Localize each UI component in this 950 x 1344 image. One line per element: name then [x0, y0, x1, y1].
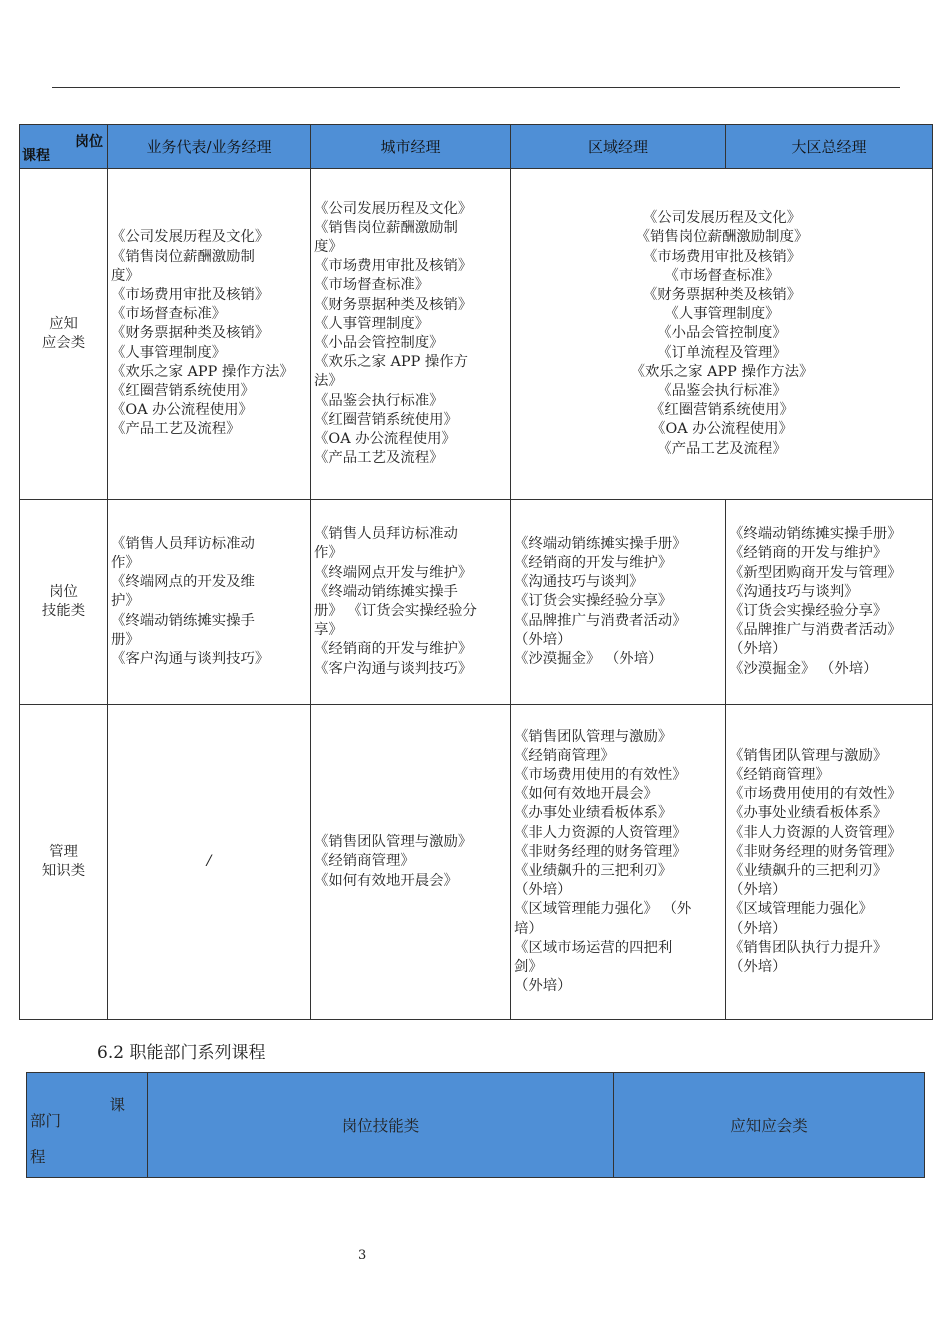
course-item: 《经销商管理》: [314, 853, 415, 870]
course-item: 《公司发展历程及文化》: [314, 200, 473, 217]
course-item: 《办事处业绩看板体系》: [514, 805, 673, 822]
corner-label-course-a: 课: [109, 1096, 125, 1114]
course-item: 《销售团队管理与激励》: [729, 747, 888, 764]
course-item: 《办事处业绩看板体系》: [729, 805, 888, 822]
course-item: 《人事管理制度》: [664, 306, 780, 323]
corner-header: [20, 125, 108, 169]
course-item: 《市场督查标准》: [111, 306, 227, 323]
course-item: 《品牌推广与消费者活动》: [729, 622, 902, 639]
course-item: 《红圈营销系统使用》: [650, 402, 794, 419]
course-item: 《OA 办公流程使用》: [651, 421, 793, 438]
course-item: 《终端动销练摊实操手: [111, 612, 255, 629]
category-line: 应知: [49, 315, 78, 332]
course-item: （外培）: [729, 959, 787, 976]
course-item: 度》: [111, 267, 140, 284]
course-item: 《市场督查标准》: [664, 267, 780, 284]
category-line: 知识类: [41, 863, 86, 879]
course-list-sales-rep: [108, 500, 311, 705]
course-item: 《沙漠掘金》 （外培）: [729, 660, 878, 677]
header-rule: [52, 87, 900, 88]
page-number: 3: [358, 1248, 367, 1263]
header-district-gm: 大区总经理: [726, 125, 933, 169]
course-item: 《销售团队执行力提升》: [729, 939, 888, 956]
course-item: 《市场费用审批及核销》: [642, 248, 802, 265]
course-item: 《小品会管控制度》: [314, 335, 444, 351]
course-list-city-manager: [311, 169, 511, 500]
course-item: 《经销商的开发与维护》: [314, 641, 473, 658]
course-item: 《公司发展历程及文化》: [642, 210, 802, 227]
category-line: 管理: [49, 843, 78, 860]
course-item: 《产品工艺及流程》: [657, 440, 787, 457]
course-item: 《销售岗位薪酬激励制: [314, 219, 458, 236]
corner-header: [27, 1073, 148, 1178]
course-item: 《财务票据种类及核销》: [314, 296, 473, 313]
course-item: 《OA 办公流程使用》: [314, 431, 456, 448]
course-item: 《欢乐之家 APP 操作方法》: [111, 363, 294, 380]
course-item: 《销售人员拜访标准动: [314, 526, 458, 543]
course-item: 《订货会实操经验分享》: [729, 603, 888, 619]
course-list-district-gm: [726, 500, 933, 705]
course-item: 《市场费用使用的有效性》: [729, 786, 902, 803]
course-item: 培）: [514, 920, 543, 937]
course-item: （外培）: [729, 920, 787, 937]
course-table-departments: [26, 1072, 925, 1178]
category-line: 技能类: [41, 603, 86, 619]
course-item: 《经销商的开发与维护》: [514, 554, 673, 571]
course-item: 《业绩飙升的三把利刃》: [514, 863, 673, 879]
course-item: （外培）: [514, 631, 572, 648]
course-item: 《经销商管理》: [514, 747, 615, 764]
course-item: 《市场督查标准》: [314, 277, 430, 294]
course-item: 《订单流程及管理》: [657, 344, 787, 361]
course-item: 《产品工艺及流程》: [314, 450, 444, 467]
course-item: 《销售人员拜访标准动: [111, 535, 255, 552]
course-item: 《终端动销练摊实操手: [314, 583, 458, 600]
course-list-regional-district: [511, 169, 933, 500]
category-skills: [20, 500, 108, 705]
course-item: 《品牌推广与消费者活动》: [514, 612, 687, 629]
header-sales-rep: 业务代表/业务经理: [108, 125, 311, 169]
course-item: 《销售团队管理与激励》: [314, 834, 473, 851]
course-item: 《欢乐之家 APP 操作方法》: [630, 363, 814, 380]
course-item: 法》: [314, 373, 343, 390]
header-knowledge: 应知应会类: [614, 1073, 925, 1178]
course-list-city-manager: [311, 705, 511, 1020]
course-item: 《终端动销练摊实操手册》: [514, 535, 687, 552]
course-item: 《欢乐之家 APP 操作方: [314, 354, 469, 371]
course-item: 《小品会管控制度》: [657, 325, 787, 342]
course-item: 剑》: [514, 959, 543, 976]
header-row: [27, 1073, 925, 1178]
header-city-manager: 城市经理: [311, 125, 511, 169]
course-list-district-gm: [726, 705, 933, 1020]
course-item: 《销售岗位薪酬激励制度》: [635, 229, 809, 246]
course-item: 《业绩飙升的三把利刃》: [729, 863, 888, 879]
category-line: 应会类: [41, 335, 86, 351]
row-management: [20, 705, 933, 1020]
course-list-regional-manager: [511, 705, 726, 1020]
course-item: 《非财务经理的财务管理》: [514, 843, 687, 860]
corner-label-course: 课程: [22, 148, 50, 164]
course-item: 度》: [314, 238, 343, 255]
course-item: 《沟通技巧与谈判》: [514, 574, 644, 591]
not-applicable-mark: /: [108, 705, 311, 1020]
course-item: 《品鉴会执行标准》: [657, 383, 787, 399]
header-row: [20, 125, 933, 169]
course-item: 《新型团购商开发与管理》: [729, 564, 902, 581]
row-skills: [20, 500, 933, 705]
category-line: 岗位: [49, 583, 78, 600]
course-item: 作》: [111, 554, 140, 571]
course-table-sales: [19, 124, 933, 1020]
course-item: 《非财务经理的财务管理》: [729, 843, 902, 860]
course-item: 《如何有效地开晨会》: [514, 786, 658, 803]
course-item: 《市场费用审批及核销》: [111, 286, 270, 303]
course-item: 《人事管理制度》: [314, 315, 430, 332]
course-item: 《经销商管理》: [729, 766, 830, 783]
course-item: 《订货会实操经验分享》: [514, 593, 673, 610]
course-item: 《人事管理制度》: [111, 344, 227, 361]
category-management: [20, 705, 108, 1020]
course-item: （外培）: [729, 641, 787, 658]
course-item: 《市场费用使用的有效性》: [514, 766, 687, 783]
course-item: 《产品工艺及流程》: [111, 421, 241, 438]
course-item: 《OA 办公流程使用》: [111, 402, 253, 419]
course-item: 《销售岗位薪酬激励制: [111, 248, 255, 265]
course-item: 《非人力资源的人资管理》: [514, 824, 687, 841]
header-skills: 岗位技能类: [148, 1073, 614, 1178]
course-item: 作》: [314, 545, 343, 562]
course-item: 《区域管理能力强化》 （外: [514, 901, 692, 918]
course-item: （外培）: [514, 978, 572, 995]
row-knowledge: [20, 169, 933, 500]
corner-label-position: 岗位: [75, 134, 103, 150]
course-item: 《客户沟通与谈判技巧》: [314, 660, 473, 677]
course-item: 《沟通技巧与谈判》: [729, 583, 859, 600]
course-item: 册》: [111, 631, 140, 648]
course-item: 《红圈营销系统使用》: [111, 383, 255, 399]
course-item: 册》 《订货会实操经验分: [314, 603, 477, 619]
course-item: （外培）: [729, 882, 787, 899]
course-item: 《沙漠掘金》 （外培）: [514, 651, 663, 667]
course-item: 《品鉴会执行标准》: [314, 392, 444, 409]
section-title: 6.2 职能部门系列课程: [97, 1043, 266, 1063]
corner-label-department: 部门: [30, 1112, 62, 1130]
course-item: 《区域管理能力强化》: [729, 901, 873, 918]
course-list-regional-manager: [511, 500, 726, 705]
course-item: 享》: [314, 622, 343, 639]
course-item: 护》: [111, 593, 140, 610]
course-item: 《经销商的开发与维护》: [729, 545, 888, 562]
course-list-city-manager: [311, 500, 511, 705]
course-item: （外培）: [514, 882, 572, 899]
course-item: 《客户沟通与谈判技巧》: [111, 651, 270, 667]
course-item: 《公司发展历程及文化》: [111, 229, 270, 246]
course-list-sales-rep: [108, 169, 311, 500]
course-item: 《终端动销练摊实操手册》: [729, 526, 902, 543]
course-item: 《终端网点开发与维护》: [314, 564, 473, 581]
course-item: 《市场费用审批及核销》: [314, 258, 473, 275]
course-item: 《财务票据种类及核销》: [111, 325, 270, 342]
course-item: 《如何有效地开晨会》: [314, 872, 458, 889]
corner-label-course-b: 程: [30, 1148, 46, 1166]
course-item: 《财务票据种类及核销》: [642, 286, 802, 303]
course-item: 《终端网点的开发及维: [111, 574, 255, 591]
course-item: 《非人力资源的人资管理》: [729, 824, 902, 841]
course-item: 《红圈营销系统使用》: [314, 411, 458, 428]
category-knowledge: [20, 169, 108, 500]
header-regional-manager: 区域经理: [511, 125, 726, 169]
course-item: 《销售团队管理与激励》: [514, 728, 673, 745]
course-item: 《区域市场运营的四把利: [514, 939, 673, 956]
